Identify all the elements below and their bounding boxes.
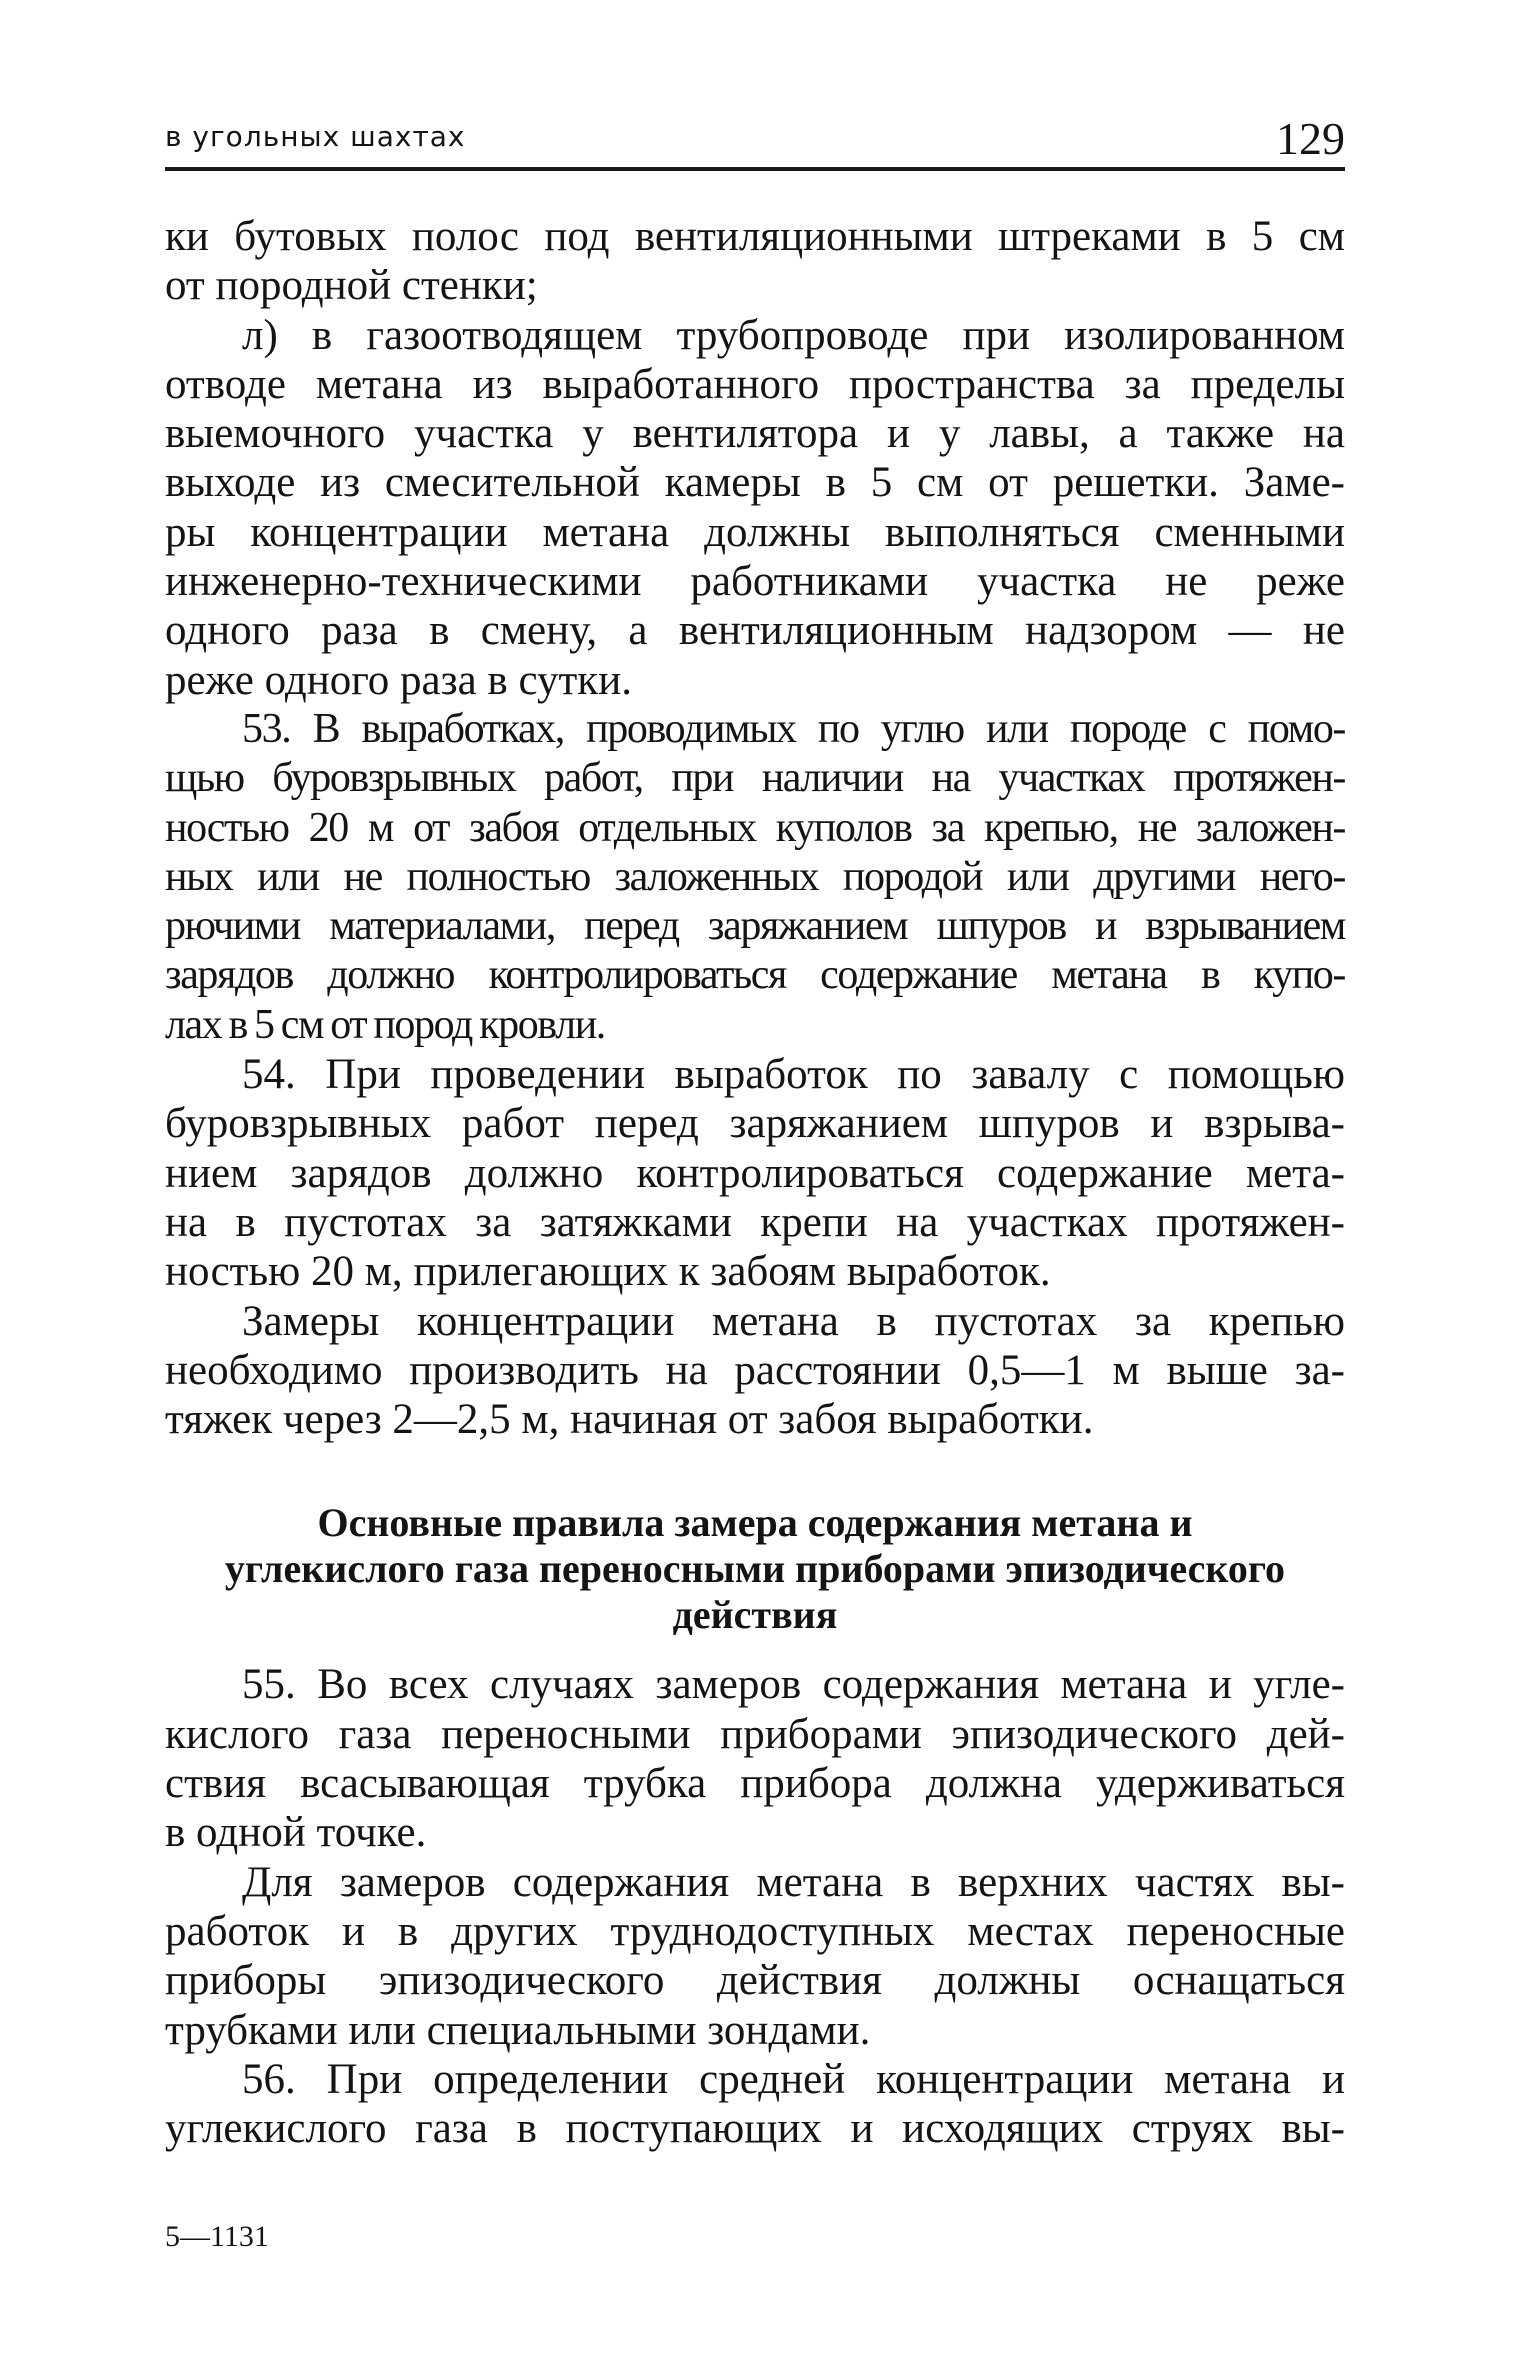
text-line: 56. При определении средней концентрации метана и (242, 2055, 1345, 2103)
text-line: ных или не полностью заложенных породой или другими него- (165, 853, 1345, 900)
running-title: в угольных шахтах (165, 120, 466, 153)
text-line: Замеры концентрации метана в пустотах за крепью (242, 1297, 1345, 1345)
text-line: ностью 20 м, прилегающих к забоям выработок. (165, 1248, 1051, 1296)
text-line: инженерно-техническими работниками участка не реже (165, 558, 1345, 606)
heading-line: Основные правила замера содержания метана и (317, 1500, 1193, 1546)
text-line: одного раза в смену, а вентиляционным надзором — не (165, 607, 1345, 655)
text-line: выемочного участка у вентилятора и у лавы, а также на (165, 410, 1345, 458)
heading-line: действия (672, 1592, 838, 1638)
page-number: 129 (1276, 113, 1345, 164)
text-line: выходе из смесительной камеры в 5 см от решетки. Заме- (165, 459, 1345, 507)
running-head (165, 112, 1345, 174)
text-line: 55. Во всех случаях замеров содержания метана и угле- (242, 1661, 1345, 1709)
text-line: необходимо производить на расстоянии 0,5—1 м выше за- (165, 1346, 1345, 1394)
text-line: от породной стенки; (165, 262, 538, 310)
text-line: Для замеров содержания метана в верхних частях вы- (242, 1858, 1345, 1906)
text-line: 54. При проведении выработок по завалу с помощью (242, 1051, 1345, 1099)
body-text (165, 212, 1345, 2153)
text-line: кислого газа переносными приборами эпизодического дей- (165, 1710, 1345, 1758)
heading-line: углекислого газа переносными приборами эпизодического (224, 1546, 1286, 1592)
text-line: ствия всасывающая трубка прибора должна удерживаться (165, 1760, 1345, 1808)
text-line: тяжек через 2—2,5 м, начиная от забоя выработки. (165, 1396, 1094, 1444)
text-line: трубками или специальными зондами. (165, 2006, 871, 2054)
text-line: л) в газоотводящем трубопроводе при изолированном (242, 311, 1345, 359)
text-line: ки бутовых полос под вентиляционными штреками в 5 см (165, 213, 1345, 260)
printer-signature: 5—1131 (165, 2220, 269, 2253)
text-line: ры концентрации метана должны выполняться сменными (165, 508, 1345, 556)
header-rule (165, 167, 1345, 171)
text-line: в одной точке. (165, 1809, 427, 1857)
section-heading (165, 1500, 1345, 1638)
text-line: буровзрывных работ перед заряжанием шпуров и взрыва- (165, 1100, 1345, 1148)
text-line: отводе метана из выработанного пространства за пределы (165, 360, 1345, 408)
text-line: реже одного раза в сутки. (165, 656, 632, 704)
text-line: лах в 5 см от пород кровли. (165, 1001, 605, 1048)
text-line: работок и в других труднодоступных местах переносные (165, 1907, 1345, 1955)
text-line: зарядов должно контролироваться содержание метана в купо- (165, 952, 1345, 999)
text-line: на в пустотах за затяжками крепи на участках протяжен- (165, 1198, 1345, 1246)
text-line: 53. В выработках, проводимых по углю или породе с помо- (242, 705, 1345, 752)
text-line: ностью 20 м от забоя отдельных куполов за крепью, не заложен- (165, 804, 1345, 851)
text-line: углекислого газа в поступающих и исходящих струях вы- (165, 2105, 1345, 2153)
text-line: щью буровзрывных работ, при наличии на участках протяжен- (165, 755, 1345, 802)
text-line: рючими материалами, перед заряжанием шпуров и взрыванием (165, 903, 1345, 950)
text-line: приборы эпизодического действия должны оснащаться (165, 1957, 1345, 2005)
text-line: нием зарядов должно контролироваться содержание мета- (165, 1149, 1345, 1197)
